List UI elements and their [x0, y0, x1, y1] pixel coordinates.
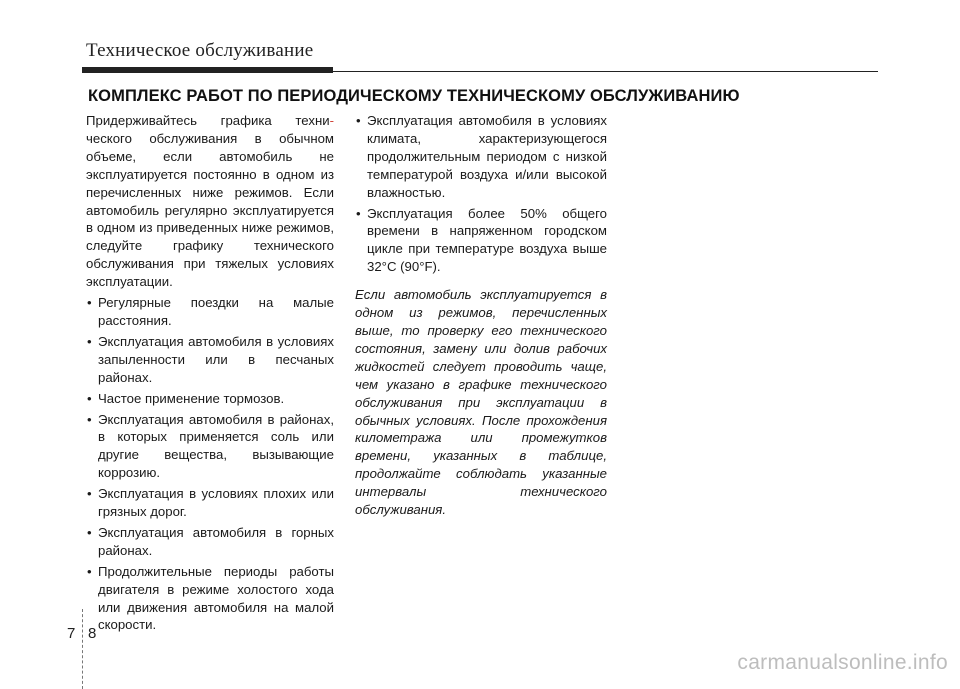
list-item: • Эксплуатация более 50% общего времени в напряженном городском цикле при температуре воздуха выше 32°C (90°F).	[356, 205, 607, 275]
watermark: carmanualsonline.info	[737, 651, 948, 674]
bullet-icon: •	[356, 113, 361, 128]
page-number-chapter: 7	[67, 625, 76, 642]
header-rule	[333, 71, 878, 72]
header-bar	[82, 67, 333, 73]
list-item: • Регулярные поездки на малые расстояния.	[87, 295, 334, 328]
bullet-icon: •	[87, 333, 92, 349]
list-item: • Эксплуатация автомобиля в условиях климата, характеризующегося продолжительным периодом с низкой температурой воздуха и/или высокой влажностью.	[356, 113, 607, 200]
list-item: • Продолжительные периоды работы двигателя в режиме холостого хода или движения автомобиля на малой скорости.	[87, 563, 334, 633]
section-title: КОМПЛЕКС РАБОТ ПО ПЕРИОДИЧЕСКОМУ ТЕХНИЧЕСКОМУ ОБСЛУЖИВАНИЮ	[88, 87, 740, 105]
bullet-icon: •	[87, 411, 92, 427]
bullet-icon: •	[87, 486, 92, 502]
footer-divider	[82, 609, 83, 689]
list-item: • Эксплуатация автомобиля в районах, в которых применяется соль или другие вещества, вызывающие коррозию.	[87, 411, 334, 481]
bullet-icon: •	[87, 563, 92, 579]
list-item: • Частое применение тормозов.	[87, 390, 285, 406]
left-column	[86, 112, 334, 637]
maintenance-note: Если автомобиль эксплуатируется в одном из режимов, перечисленных выше, то проверку его технического состояния, замену или долив рабочих жидкостей следует проводить чаще, чем указано в графике технического обслуживания при эксплуатации в обычных условиях. После прохождения километража или промежутков времени, указанных в таблице, продолжайте соблюдать указанные интервалы технического обслуживания.	[355, 287, 607, 518]
list-item: • Эксплуатация автомобиля в условиях запыленности или в песчаных районах.	[87, 333, 334, 385]
page-number: 8	[88, 625, 97, 642]
conditions-list	[86, 294, 334, 634]
bullet-icon: •	[87, 390, 92, 406]
chapter-title: Техническое обслуживание	[86, 40, 314, 61]
bullet-icon: •	[356, 205, 361, 221]
bullet-icon: •	[87, 295, 92, 311]
right-column	[355, 112, 607, 519]
intro-paragraph: Придерживайтесь графика техни- ческого обслуживания в обычном объеме, если автомобиль не эксплуатируется постоянно в одном из перечисленных ниже режимов. Если автомобиль регулярно эксплуатируется в одном из приведенных ниже режимов, следуйте графику технического обслуживания при тяжелых условиях эксплуатации.	[86, 113, 334, 290]
list-item: • Эксплуатация автомобиля в горных районах.	[87, 524, 334, 558]
conditions-list-continued	[355, 112, 607, 276]
bullet-icon: •	[87, 524, 92, 540]
list-item: • Эксплуатация в условиях плохих или грязных дорог.	[87, 486, 334, 520]
